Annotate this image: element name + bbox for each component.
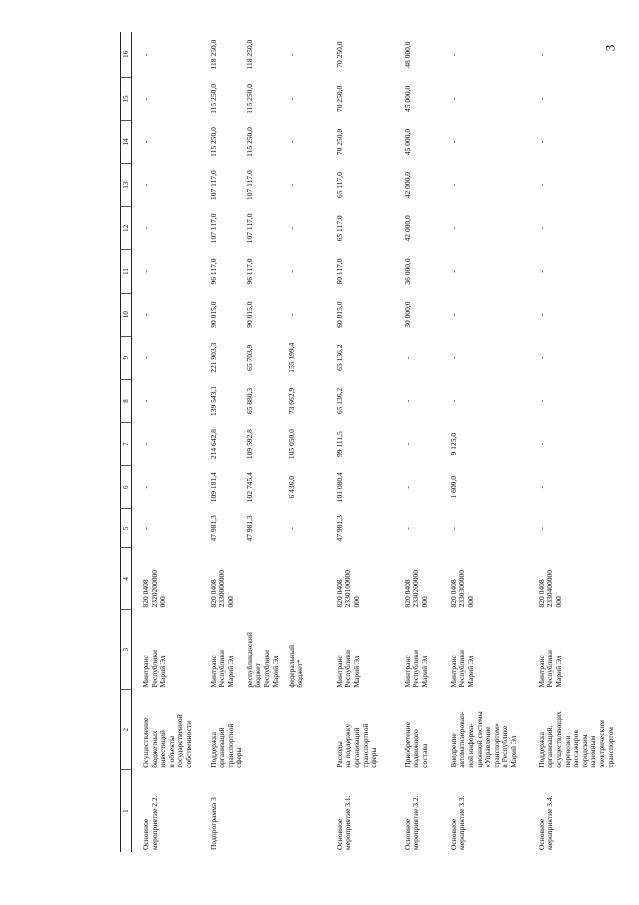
table-cell: Поддержка организаций транспортной сферы — [208, 723, 244, 768]
table-cell: - — [536, 486, 546, 489]
table-cell: 115 250,0 — [244, 83, 254, 114]
table-cell — [244, 770, 286, 852]
table-cell: 96 117,0 — [208, 258, 218, 285]
table-cell: 30 000,0 — [402, 301, 412, 328]
table-cell: федеральный бюджет* — [286, 645, 305, 688]
table-row — [528, 32, 615, 852]
table-cell: Приобретение подвижного состава — [402, 722, 430, 768]
table-cell: 221 903,3 — [208, 342, 218, 373]
col-header: 5 — [121, 509, 132, 548]
table-cell: 115 250,0 — [208, 83, 218, 114]
col-header: 11 — [121, 250, 132, 293]
table-cell: - — [286, 183, 296, 187]
table-cell: Минтранс Республики Марий Эл — [536, 650, 564, 688]
table-cell: - — [141, 399, 150, 403]
col-header: 14 — [121, 120, 132, 163]
col-header: 2 — [121, 690, 132, 770]
table-row — [244, 32, 286, 852]
table-cell: Минтранс Республики Марий Эл — [141, 650, 168, 688]
table-cell: - — [536, 53, 546, 56]
table-cell: - — [286, 227, 296, 230]
table-cell: 820 0408 2330100000 000 — [334, 570, 362, 608]
table-cell: 1 600,0 — [448, 476, 458, 499]
col-header: 3 — [121, 610, 132, 690]
col-header: 9 — [121, 336, 132, 379]
table-cell: Минтранс Республики Марий Эл — [448, 650, 476, 688]
table-cell — [286, 548, 326, 610]
table-cell: - — [402, 486, 412, 489]
table-cell: 70 250,0 — [334, 128, 344, 156]
table-cell: - — [141, 356, 150, 360]
table-cell: Расходы на поддержку организаций транспортной сферы — [334, 723, 379, 768]
table-cell: - — [286, 527, 296, 530]
table-cell: 115 250,0 — [244, 127, 254, 157]
table-cell: Подпрограмма 3 — [208, 797, 218, 850]
table-row — [132, 32, 200, 852]
table-cell: 6 436,0 — [286, 476, 296, 499]
table-cell: 65 880,3 — [244, 387, 254, 415]
table-cell: 118 250,0 — [208, 39, 218, 70]
col-header: 15 — [121, 77, 132, 120]
table-cell: 155 199,4 — [286, 342, 296, 373]
table-cell: 47 981,3 — [244, 515, 254, 542]
table-cell: 107 117,0 — [244, 170, 254, 201]
table-cell: - — [448, 53, 458, 56]
table-cell: 214 642,8 — [208, 429, 218, 460]
table-cell: 820 0408 2330300000 000 — [448, 570, 476, 608]
table-cell: 65 136,2 — [334, 387, 344, 415]
table-cell: 36 000,0 — [402, 258, 412, 285]
table-cell: - — [141, 97, 150, 101]
table-cell: - — [141, 270, 150, 273]
table-cell — [244, 690, 286, 770]
table-cell: - — [536, 97, 546, 101]
col-header: 12 — [121, 207, 132, 250]
table-cell: Основное мероприятие 2.2. — [141, 795, 159, 850]
table-cell: - — [141, 140, 150, 144]
table-cell: - — [141, 227, 150, 230]
table-cell: 45 000,0 — [402, 128, 412, 156]
table-cell — [286, 770, 326, 852]
table-cell: 65 117,0 — [334, 172, 344, 199]
table-cell: - — [448, 527, 458, 530]
table-cell: 107 117,0 — [208, 213, 218, 244]
table-cell: 139 543,1 — [208, 385, 218, 416]
table-cell: - — [286, 140, 296, 144]
table-cell: - — [141, 442, 150, 446]
table-cell: - — [448, 97, 458, 101]
col-header: 13 — [121, 164, 132, 207]
table-cell: 48 000,0 — [402, 41, 412, 68]
table-cell: 96 117,0 — [244, 258, 254, 285]
table-cell: 820 0408 2330400000 000 — [536, 570, 564, 608]
table-cell: - — [141, 183, 150, 187]
table-cell: 42 000,0 — [402, 215, 412, 242]
table-cell: 109 592,8 — [244, 429, 254, 460]
table-cell: - — [536, 356, 546, 360]
table-cell: - — [402, 399, 412, 403]
rotated-table-container — [120, 32, 630, 852]
table-cell: 820 0408 2330000000 000 — [208, 570, 235, 608]
table-cell: - — [286, 53, 296, 56]
table-cell: 90 015,0 — [244, 301, 254, 328]
table-cell: 47 981,3 — [334, 515, 344, 542]
table-cell: - — [286, 313, 296, 316]
table-cell: - — [448, 183, 458, 187]
table-cell: Основное мероприятие 3.3. — [448, 795, 467, 850]
table-cell: - — [402, 442, 412, 446]
table-cell: Основное мероприятие 3.4. — [536, 795, 555, 850]
table-cell: 99 111,5 — [334, 431, 344, 457]
table-cell: Основное мероприятие 3.2. — [402, 795, 421, 850]
table-body — [132, 32, 616, 852]
table-cell: 820 0408 2330200000 000 — [402, 570, 430, 608]
table-cell: 42 000,0 — [402, 172, 412, 199]
table-cell: 70 250,0 — [334, 41, 344, 68]
table-cell: 45 000,0 — [402, 85, 412, 112]
table-cell: - — [448, 140, 458, 144]
table-cell — [244, 548, 286, 610]
table-cell: 820 0408 2320200000 000 — [141, 570, 168, 608]
table-cell: - — [402, 527, 412, 530]
col-header: 8 — [121, 379, 132, 422]
col-header: 10 — [121, 293, 132, 336]
table-cell: - — [448, 270, 458, 273]
table-cell — [286, 690, 326, 770]
table-cell: 101 080,4 — [334, 472, 344, 503]
table-cell: - — [402, 356, 412, 360]
table-cell: - — [448, 227, 458, 230]
table-cell: - — [448, 399, 458, 403]
table-cell: Внедрение автоматизирован- ной информа- ционной системы «Управление транспортом» в Республике Марий Эл — [448, 711, 519, 768]
budget-table — [120, 32, 615, 852]
table-cell: - — [536, 140, 546, 144]
table-row — [286, 32, 326, 852]
table-row — [326, 32, 394, 852]
table-cell: - — [141, 53, 150, 56]
table-cell: 105 050,0 — [286, 429, 296, 460]
table-cell: Минтранс Республики Марий Эл — [402, 650, 430, 688]
table-cell: 73 662,9 — [286, 387, 296, 415]
col-header: 7 — [121, 423, 132, 466]
table-header-row — [121, 32, 132, 852]
table-cell: 118 250,0 — [244, 39, 254, 70]
col-header: 1 — [121, 770, 132, 852]
col-header: 16 — [121, 32, 132, 77]
table-cell: - — [536, 313, 546, 316]
table-cell: Осуществление бюджетных инвестиций в объекты государственной собственности — [141, 714, 193, 768]
table-cell: республиканский бюджет Республики Марий Эл — [244, 632, 280, 688]
table-cell: 65 117,0 — [334, 215, 344, 242]
table-cell: Минтранс Республики Марий Эл — [334, 650, 362, 688]
table-cell: - — [141, 486, 150, 489]
table-cell: 65 136,2 — [334, 344, 344, 371]
table-cell: Поддержка организаций, осуществляющих перевозки пассажиров городским наземным электрическим транспортом — [536, 711, 615, 768]
table-cell: Минтранс Республики Марий Эл — [208, 650, 235, 688]
table-cell: - — [536, 183, 546, 187]
table-cell: 102 745,4 — [244, 472, 254, 503]
table-cell: 115 250,0 — [208, 127, 218, 157]
table-cell: - — [536, 399, 546, 403]
table-cell: 65 703,9 — [244, 344, 254, 371]
table-cell: 107 117,0 — [208, 170, 218, 201]
table-cell: - — [448, 313, 458, 316]
table-cell: - — [536, 527, 546, 530]
table-cell: 9 125,0 — [448, 432, 458, 456]
table-cell: - — [141, 527, 150, 530]
table-cell: 90 015,0 — [208, 301, 218, 328]
table-cell: 60 117,0 — [334, 258, 344, 285]
table-cell: - — [286, 97, 296, 101]
table-cell: 109 181,4 — [208, 472, 218, 503]
table-cell: 47 981,3 — [208, 515, 218, 542]
col-header: 4 — [121, 548, 132, 610]
table-cell: - — [536, 270, 546, 273]
table-row — [394, 32, 440, 852]
table-cell: - — [448, 356, 458, 360]
table-cell: 60 015,0 — [334, 301, 344, 328]
table-row — [440, 32, 528, 852]
table-cell: - — [536, 442, 546, 446]
table-cell: Основное мероприятие 3.1. — [334, 795, 353, 850]
col-header: 6 — [121, 466, 132, 509]
table-cell: - — [536, 227, 546, 230]
table-cell: 107 117,0 — [244, 213, 254, 244]
page-number: 3 — [601, 44, 617, 52]
table-cell: - — [286, 270, 296, 273]
table-row — [200, 32, 244, 852]
table-cell: - — [141, 313, 150, 316]
table-cell: 70 250,0 — [334, 85, 344, 112]
